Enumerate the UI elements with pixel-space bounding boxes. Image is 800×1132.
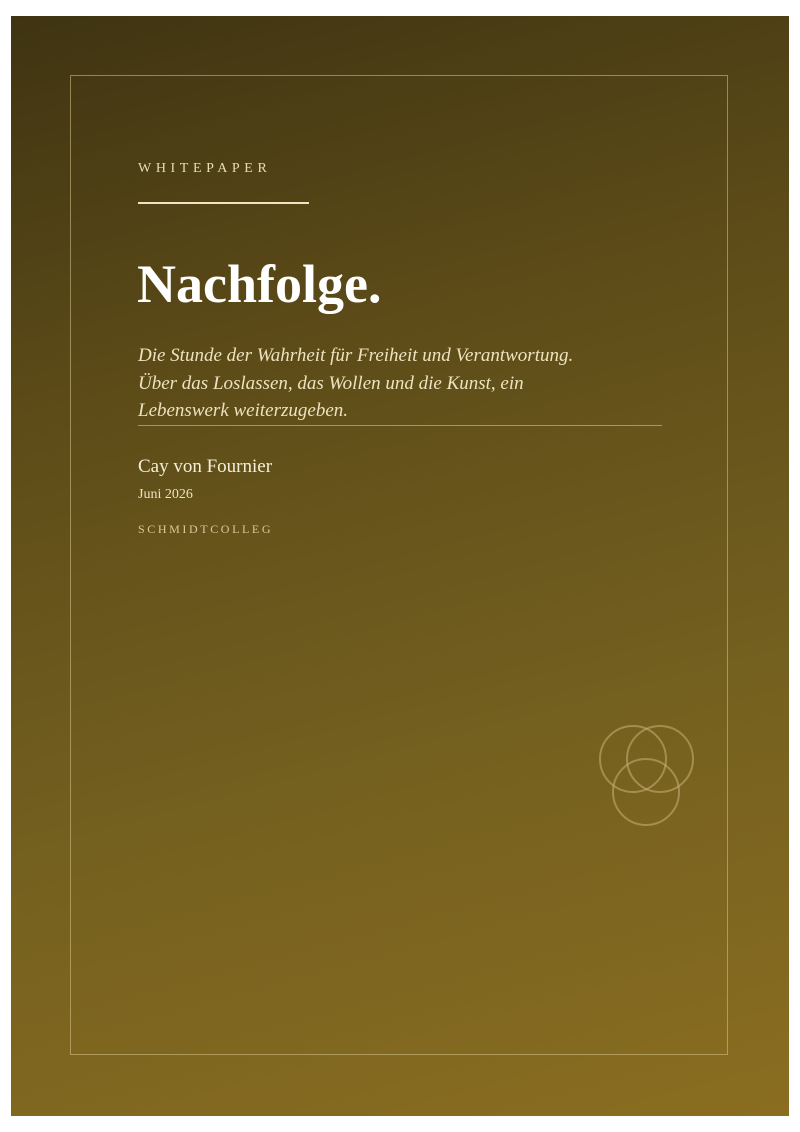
- cover-subtitle: [138, 342, 658, 425]
- subtitle-divider: [138, 425, 662, 426]
- cover-page: [11, 16, 789, 1116]
- brand-name: SCHMIDTCOLLEG: [138, 522, 274, 536]
- subtitle-line: Lebenswerk weiterzugeben.: [138, 400, 349, 421]
- cover-title: Nachfolge.: [137, 254, 382, 314]
- publication-date: Juni 2026: [138, 487, 193, 502]
- eyebrow-divider: [138, 202, 309, 204]
- three-circles-icon: [598, 725, 698, 827]
- cover-frame: [70, 75, 728, 1055]
- document-type-label: WHITEPAPER: [138, 161, 272, 176]
- subtitle-line: Über das Loslassen, das Wollen und die Kunst, ein: [138, 372, 524, 394]
- author-name: Cay von Fournier: [138, 456, 273, 477]
- subtitle-line: Die Stunde der Wahrheit für Freiheit und Verantwortung.: [138, 345, 574, 366]
